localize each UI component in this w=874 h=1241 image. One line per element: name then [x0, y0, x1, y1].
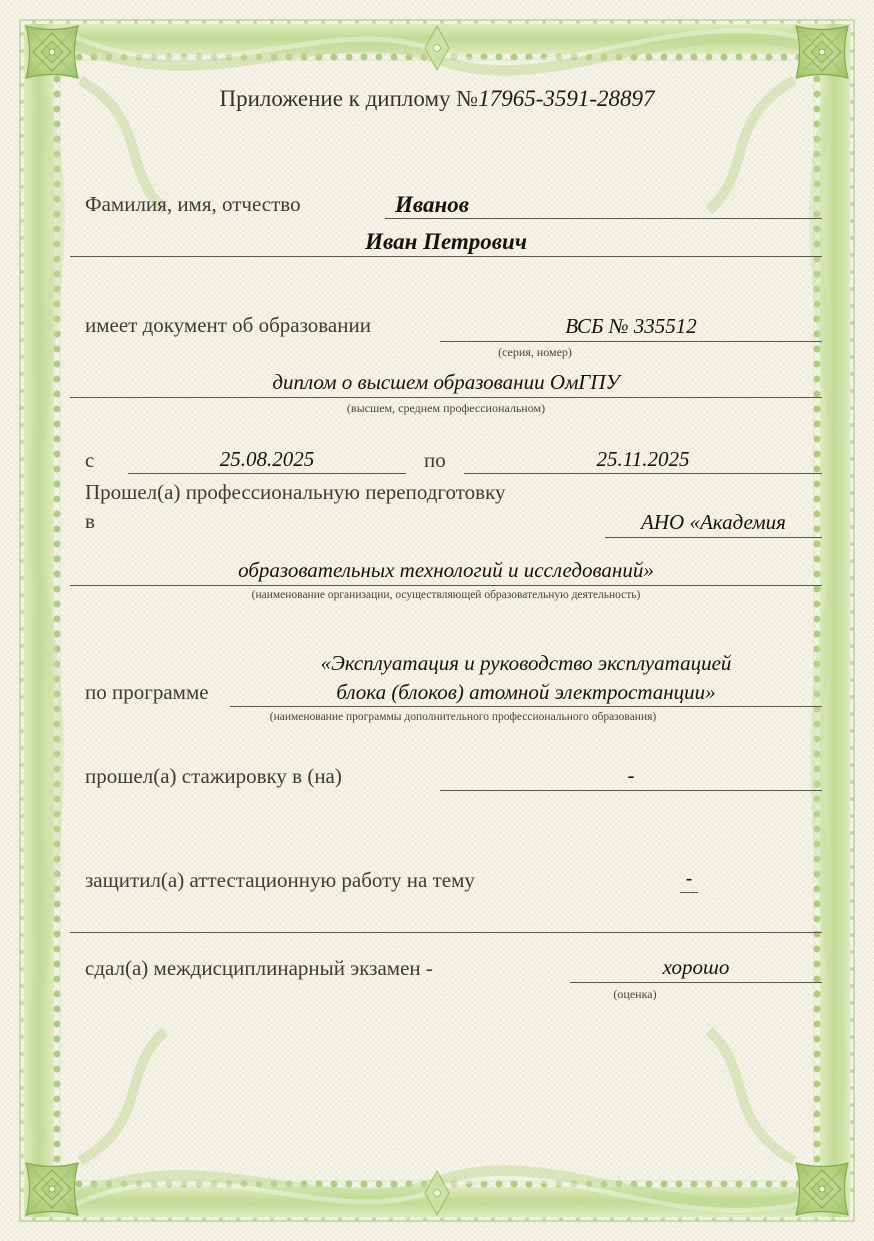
- exam-label: сдал(а) междисциплинарный экзамен -: [85, 956, 433, 980]
- organization-name-line1: АНО «Академия: [605, 507, 822, 538]
- name-label: Фамилия, имя, отчество: [85, 192, 301, 216]
- education-doc-label: имеет документ об образовании: [85, 313, 371, 337]
- thesis-value: -: [680, 866, 698, 893]
- internship-label: прошел(а) стажировку в (на): [85, 764, 342, 788]
- page-title: [0, 86, 874, 112]
- program-caption: (наименование программы дополнительного профессионального образования): [269, 711, 657, 723]
- program-name-value: [230, 649, 822, 707]
- surname-value: Иванов: [385, 190, 822, 219]
- organization-caption: (наименование организации, осуществляющей образовательную деятельность): [251, 589, 641, 601]
- program-name-line2: блока (блоков) атомной электростанции»: [336, 680, 716, 704]
- diploma-number: 17965-3591-28897: [478, 86, 655, 111]
- retraining-in-label: в: [85, 509, 95, 533]
- period-to-label: по: [424, 448, 446, 472]
- period-to-date: 25.11.2025: [464, 444, 822, 474]
- program-name-line1: «Эксплуатация и руководство эксплуатацией: [320, 651, 732, 675]
- given-names-value: Иван Петрович: [70, 227, 822, 257]
- doc-series-number-value: ВСБ № 335512: [440, 311, 822, 342]
- thesis-blank-line: [70, 932, 822, 933]
- doc-type-caption: (высшем, среднем профессиональном): [346, 401, 546, 415]
- title-prefix: Приложение к диплому №: [219, 86, 479, 111]
- exam-grade-value: хорошо: [570, 952, 822, 983]
- period-from-date: 25.08.2025: [128, 444, 406, 474]
- thesis-label: защитил(а) аттестационную работу на тему: [85, 868, 475, 892]
- retraining-statement: Прошел(а) профессиональную переподготовку: [85, 480, 506, 504]
- internship-value: -: [440, 760, 822, 791]
- program-label: по программе: [85, 680, 209, 704]
- doc-series-caption: (серия, номер): [498, 345, 572, 359]
- period-from-label: с: [85, 448, 95, 472]
- doc-type-value: диплом о высшем образовании ОмГПУ: [70, 367, 822, 398]
- exam-grade-caption: (оценка): [613, 987, 657, 1001]
- organization-name-line2: образовательных технологий и исследований»: [70, 555, 822, 586]
